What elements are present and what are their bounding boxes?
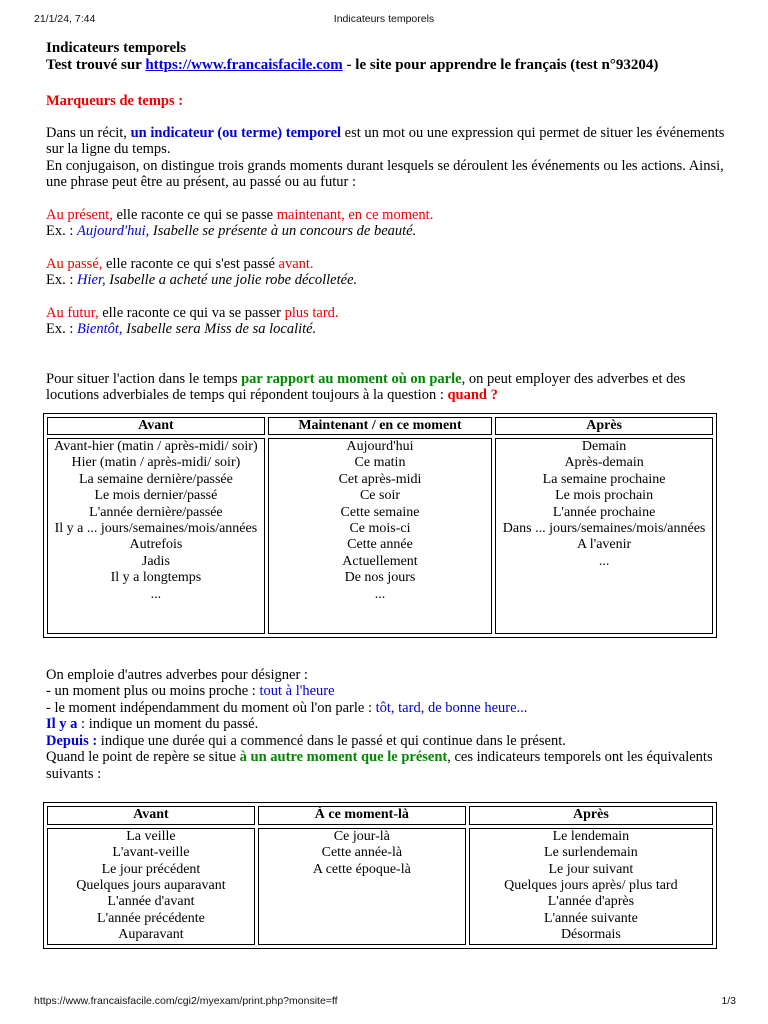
- table2-header-moment-la: À ce moment-là: [258, 806, 466, 824]
- print-url: https://www.francaisfacile.com/cgi2/myexam/print.php?monsite=ff: [34, 995, 338, 1007]
- table-cell-item: Cet après-midi: [338, 471, 422, 487]
- table-cell-item: Quelques jours après/ plus tard: [504, 878, 678, 894]
- example-text: Isabelle a acheté une jolie robe décolletée.: [105, 272, 358, 288]
- table-cell-item: Le mois prochain: [555, 488, 654, 504]
- table-cell-item: Cette année-là: [321, 845, 403, 861]
- table-cell-item: De nos jours: [344, 570, 416, 586]
- table-cell-item: La veille: [126, 828, 176, 844]
- table-cell-item: L'année prochaine: [552, 504, 656, 520]
- table1-col-apres: [495, 438, 713, 634]
- past-block: [46, 256, 726, 289]
- others-text-end: , ces indicateurs temporels ont les équivalents suivants :: [46, 749, 713, 782]
- table1-header-avant: Avant: [47, 417, 265, 435]
- print-footer: [0, 995, 768, 1009]
- table2-header-apres: Après: [469, 806, 713, 824]
- others-example: tôt, tard, de bonne heure...: [375, 699, 528, 716]
- table-cell-item: ...: [150, 586, 162, 602]
- others-text: : indique un moment du passé.: [77, 716, 259, 733]
- others-intro: On emploie d'autres adverbes pour désigner :: [46, 666, 308, 683]
- intro-text-end: est un mot ou une expression qui permet de situer les événements sur la ligne du temps.: [46, 124, 725, 157]
- example-marker: Aujourd'hui,: [77, 223, 150, 239]
- situate-paragraph: [46, 371, 726, 404]
- title-block: [46, 40, 726, 74]
- table1-header-maintenant: Maintenant / en ce moment: [268, 417, 492, 435]
- example-marker: Bientôt,: [77, 321, 123, 337]
- section-heading: Marqueurs de temps :: [46, 93, 184, 109]
- table-cell-item: Demain: [581, 438, 627, 454]
- table-cell-item: L'année précédente: [97, 910, 205, 926]
- page-title: Indicateurs temporels: [46, 40, 187, 56]
- table-cell-item: L'année suivante: [543, 910, 638, 926]
- table-cell-item: Auparavant: [118, 927, 184, 943]
- past-label: Au passé,: [46, 255, 103, 272]
- past-text: elle raconte ce qui s'est passé: [102, 255, 279, 272]
- others-text: - le moment indépendamment du moment où l'on parle :: [46, 699, 376, 716]
- future-line: [46, 305, 726, 322]
- example-marker: Hier,: [77, 272, 106, 288]
- table-cell-item: La semaine dernière/passée: [78, 471, 233, 487]
- table2-header-avant: Avant: [47, 806, 255, 824]
- table-cell-item: Hier (matin / après-midi/ soir): [71, 455, 241, 471]
- table-cell-item: Ce matin: [354, 455, 406, 471]
- table2-col-apres: [469, 828, 713, 945]
- source-line: [46, 57, 726, 74]
- print-datetime: 21/1/24, 7:44: [34, 13, 96, 25]
- table2-col-avant: [47, 828, 255, 945]
- future-label: Au futur,: [46, 304, 99, 321]
- present-text: elle raconte ce qui se passe: [112, 206, 277, 223]
- table-cell-item: Avant-hier (matin / après-midi/ soir): [54, 438, 258, 454]
- source-prefix: Test trouvé sur: [46, 57, 146, 73]
- future-marker: plus tard.: [284, 304, 339, 321]
- others-example: tout à l'heure: [259, 683, 335, 700]
- example-text: Isabelle sera Miss de sa localité.: [122, 321, 317, 337]
- table-cell-item: L'avant-veille: [112, 845, 190, 861]
- past-marker: avant.: [278, 255, 314, 272]
- table-cell-item: A l'avenir: [576, 537, 632, 553]
- others-line-2: [46, 700, 726, 717]
- example-label: Ex. :: [46, 223, 78, 239]
- others-text: Quand le point de repère se situe: [46, 749, 240, 766]
- table-cell-item: Aujourd'hui: [346, 438, 414, 454]
- table-cell-item: Cette année: [347, 537, 413, 553]
- equivalents-table: [43, 802, 717, 948]
- table-cell-item: Désormais: [560, 927, 621, 943]
- table-cell-item: Dans ... jours/semaines/mois/années: [502, 520, 706, 536]
- example-text: Isabelle se présente à un concours de beauté.: [149, 223, 417, 239]
- future-block: [46, 305, 726, 338]
- others-text: - un moment plus ou moins proche :: [46, 683, 260, 700]
- others-emphasis: à un autre moment que le présent: [239, 749, 448, 766]
- example-label: Ex. :: [46, 321, 78, 337]
- table-cell-item: Le lendemain: [552, 828, 630, 844]
- il-y-a-term: Il y a: [46, 716, 78, 733]
- table-cell-item: Actuellement: [342, 553, 418, 569]
- table1-header-apres: Après: [495, 417, 713, 435]
- table-cell-item: Il y a longtemps: [110, 570, 202, 586]
- intro-text: Dans un récit,: [46, 124, 131, 141]
- table2-col-moment-la: [258, 828, 466, 945]
- question-quand: quand ?: [447, 387, 498, 403]
- situate-text-2: , on peut employer des adverbes et des locutions adverbiales de temps qui répondent toujours à la question :: [46, 370, 686, 403]
- table-cell-item: La semaine prochaine: [542, 471, 666, 487]
- table-cell-item: Le jour précédent: [101, 861, 201, 877]
- table-cell-item: L'année d'après: [547, 894, 635, 910]
- print-title: Indicateurs temporels: [333, 13, 435, 25]
- table-cell-item: Ce jour-là: [333, 828, 390, 844]
- future-text: elle raconte ce qui va se passer: [98, 304, 285, 321]
- table-cell-item: L'année d'avant: [107, 894, 195, 910]
- table-cell-item: L'année dernière/passée: [89, 504, 223, 520]
- table-cell-item: Ce soir: [359, 488, 401, 504]
- table-cell-item: Après-demain: [564, 455, 644, 471]
- present-label: Au présent,: [46, 206, 113, 223]
- example-label: Ex. :: [46, 272, 78, 288]
- table-cell-item: ...: [374, 586, 386, 602]
- depuis-term: Depuis :: [46, 732, 98, 749]
- table-cell-item: A cette époque-là: [312, 861, 411, 877]
- table-cell-item: Il y a ... jours/semaines/mois/années: [54, 520, 258, 536]
- table-cell-item: Ce mois-ci: [349, 520, 411, 536]
- future-example: [46, 321, 726, 338]
- situate-text: Pour situer l'action dans le temps: [46, 370, 242, 387]
- francaisfacile-link[interactable]: https://www.francaisfacile.com: [145, 57, 343, 73]
- present-block: [46, 207, 726, 240]
- situate-emphasis: par rapport au moment où on parle: [241, 370, 462, 387]
- table-cell-item: Le surlendemain: [544, 845, 638, 861]
- table1-col-avant: [47, 438, 265, 634]
- present-example: [46, 223, 726, 240]
- page-number: 1/3: [721, 995, 736, 1007]
- table1-col-maintenant: [268, 438, 492, 634]
- present-line: [46, 207, 726, 224]
- intro-term: un indicateur (ou terme) temporel: [130, 124, 342, 141]
- present-marker: maintenant, en ce moment.: [276, 206, 434, 223]
- intro-paragraph-2: En conjugaison, on distingue trois grands moments durant lesquels se déroulent les événements ou les actions. Ainsi, une phrase peut être au présent, au passé ou au futur :: [46, 157, 724, 190]
- others-line-3: [46, 716, 726, 733]
- table-cell-item: Quelques jours auparavant: [76, 878, 226, 894]
- table-cell-item: Autrefois: [129, 537, 183, 553]
- source-suffix: - le site pour apprendre le français (test n°93204): [342, 57, 659, 73]
- others-text: indique une durée qui a commencé dans le passé et qui continue dans le présent.: [97, 732, 566, 749]
- intro-paragraph-1: [46, 125, 726, 158]
- others-line-4: [46, 733, 726, 750]
- past-line: [46, 256, 726, 273]
- table-cell-item: Le jour suivant: [548, 861, 634, 877]
- past-example: [46, 272, 726, 289]
- table-cell-item: Le mois dernier/passé: [94, 488, 218, 504]
- table-cell-item: Cette semaine: [340, 504, 420, 520]
- page-content: [46, 40, 726, 949]
- print-header: [0, 13, 768, 27]
- adverbs-table: [43, 413, 717, 638]
- table-cell-item: Jadis: [141, 553, 170, 569]
- others-block: [46, 667, 726, 783]
- others-line-5: [46, 749, 726, 782]
- table-cell-item: ...: [598, 553, 610, 569]
- others-line-1: [46, 683, 726, 700]
